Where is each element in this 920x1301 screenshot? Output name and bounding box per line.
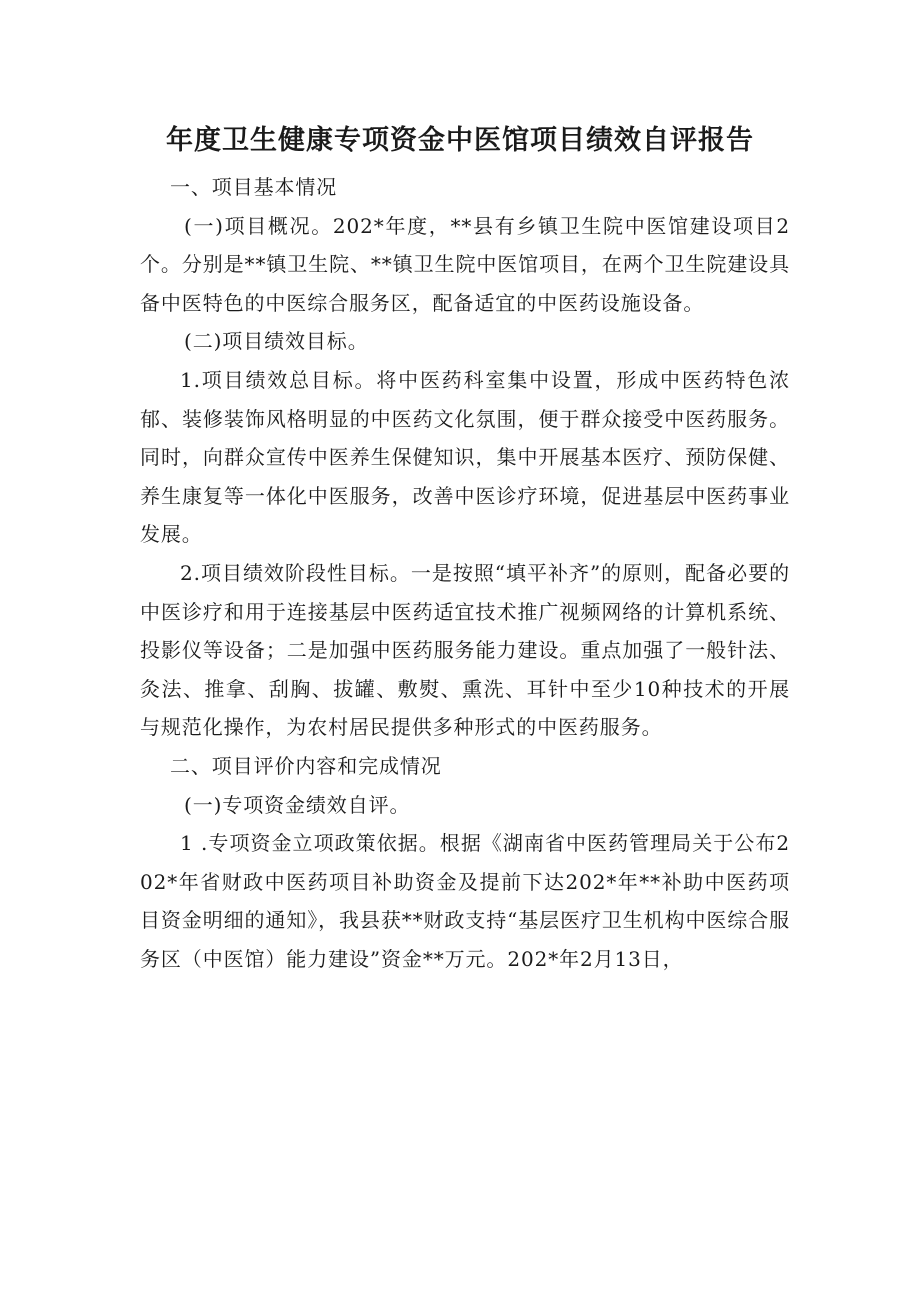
section-heading-basic-info: 一、项目基本情况 <box>170 175 338 199</box>
paragraph-overall-goal: 1.项目绩效总目标。将中医药科室集中设置，形成中医药特色浓郁、装修装饰风格明显的中医药文化氛围，便于群众接受中医药服务。同时，向群众宣传中医养生保健知识，集中开展基本医疗、预防保健、养生康复等一体化中医服务，改善中医诊疗环境，促进基层中医药事业发展。 <box>140 367 790 547</box>
section-heading-evaluation: 二、项目评价内容和完成情况 <box>170 753 442 778</box>
subheading-performance-goals: (二)项目绩效目标。 <box>184 329 369 354</box>
paragraph-project-overview: (一)项目概况。202*年度，**县有乡镇卫生院中医馆建设项目2个。分别是**镇卫生院、**镇卫生院中医馆项目，在两个卫生院建设具备中医特色的中医综合服务区，配备适宜的中医药设施设备。 <box>140 213 790 315</box>
document-body <box>140 168 790 978</box>
document-title: 年度卫生健康专项资金中医馆项目绩效自评报告 <box>166 125 754 156</box>
paragraph-policy-basis: 1 .专项资金立项政策依据。根据《湖南省中医药管理局关于公布202*年省财政中医药项目补助资金及提前下达202*年**补助中医药项目资金明细的通知》，我县获**财政支持“基层医疗卫生机构中医综合服务区（中医馆）能力建设”资金**万元。202*年2月13日， <box>140 831 790 971</box>
subheading-fund-self-evaluation: (一)专项资金绩效自评。 <box>184 792 411 817</box>
paragraph-stage-goal: 2.项目绩效阶段性目标。一是按照“填平补齐”的原则，配备必要的中医诊疗和用于连接基层中医药适宜技术推广视频网络的计算机系统、投影仪等设备；二是加强中医药服务能力建设。重点加强了一般针法、灸法、推拿、刮胸、拔罐、敷熨、熏洗、耳针中至少10种技术的开展与规范化操作，为农村居民提供多种形式的中医药服务。 <box>140 560 790 740</box>
